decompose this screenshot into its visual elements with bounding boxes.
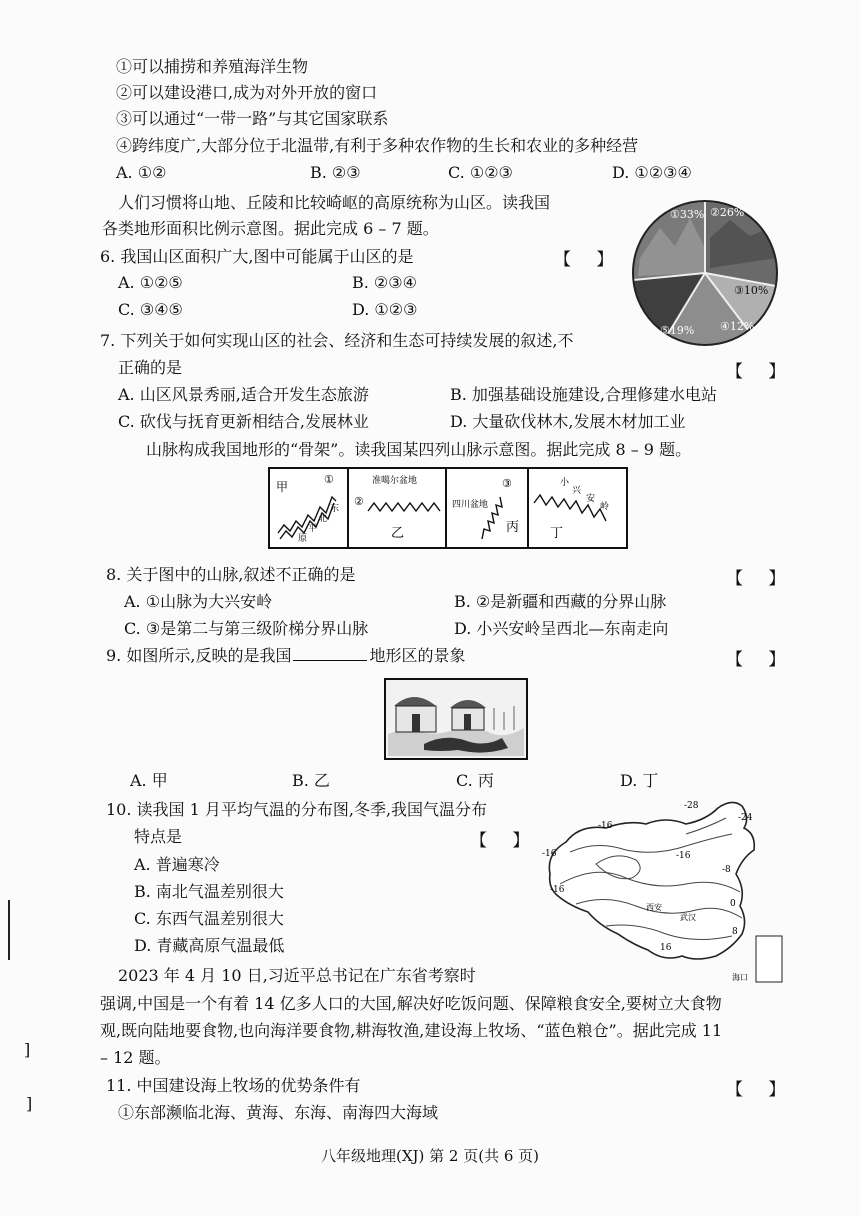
q5-item-4: ④跨纬度广,大部分位于北温带,有利于多种农作物的生长和农业的多种经营	[116, 136, 639, 155]
intro-6-7-line1: 人们习惯将山地、丘陵和比较崎岖的高原统称为山区。读我国	[118, 193, 551, 212]
q10-answer-bracket: 【 】	[470, 831, 540, 851]
range-4-letter: 丁	[550, 526, 564, 541]
range-3-basin-label: 四川盆地	[452, 500, 489, 510]
q8-stem: 8. 关于图中的山脉,叙述不正确的是	[106, 565, 356, 584]
isotherm-label-1: -28	[684, 801, 699, 811]
isotherm-label-3: -16	[598, 821, 613, 831]
grassland-yurt-illustration	[384, 678, 528, 760]
range-1-letter: 甲	[276, 480, 289, 494]
q11-stem: 11. 中国建设海上牧场的优势条件有	[106, 1076, 361, 1095]
range-3-letter: 丙	[506, 520, 520, 535]
range-1-word-2: 北	[318, 514, 328, 524]
q7-answer-bracket: 【 】	[726, 362, 796, 382]
q5-option-d: D. ①②③④	[612, 163, 692, 182]
page-footer: 八年级地理(XJ) 第 2 页(共 6 页)	[320, 1147, 540, 1165]
edge-mark-1: ]	[24, 1040, 31, 1059]
pie-label-1: ①33%	[670, 208, 705, 221]
q11-item-1: ①东部濒临北海、黄海、东海、南海四大海域	[118, 1103, 439, 1122]
q5-item-3: ③可以通过“一带一路”与其它国家联系	[116, 109, 389, 128]
pie-label-2: ②26%	[710, 206, 745, 219]
q6-answer-bracket: 【 】	[554, 250, 624, 270]
intro-11-12-line2: 强调,中国是一个有着 14 亿多人口的大国,解决好吃饭问题、保障粮食安全,要树立大食物	[100, 994, 722, 1013]
isotherm-label-10: 16	[660, 943, 672, 953]
range-1-number: ①	[324, 473, 334, 486]
q9-option-c: C. 丙	[456, 771, 494, 790]
q8-option-c: C. ③是第二与第三级阶梯分界山脉	[124, 619, 369, 638]
q9-stem	[106, 645, 465, 667]
city-label-3: 海口	[732, 973, 748, 982]
isotherm-label-7: -8	[722, 865, 731, 875]
isotherm-label-5: -16	[550, 885, 565, 895]
scan-edge-line	[8, 900, 10, 960]
pie-label-4: ④12%	[720, 320, 755, 333]
range-2-basin-label: 准噶尔盆地	[372, 476, 418, 486]
isotherm-label-8: 0	[730, 899, 736, 909]
q11-answer-bracket: 【 】	[726, 1080, 796, 1100]
q7-option-b: B. 加强基础设施建设,合理修建水电站	[450, 385, 718, 404]
q7-stem-line1: 7. 下列关于如何实现山区的社会、经济和生态可持续发展的叙述,不	[100, 331, 574, 350]
q10-option-d: D. 青藏高原气温最低	[134, 936, 285, 955]
q6-option-b: B. ②③④	[352, 273, 417, 292]
isotherm-label-6: -16	[676, 851, 691, 861]
range-2-number: ②	[354, 495, 364, 508]
range-4-char-3: 安	[586, 494, 596, 504]
q9-option-d: D. 丁	[620, 771, 659, 790]
q9-answer-bracket: 【 】	[726, 650, 796, 670]
q8-option-b: B. ②是新疆和西藏的分界山脉	[454, 592, 667, 611]
q5-option-a: A. ①②	[116, 163, 167, 182]
range-4-char-2: 兴	[572, 486, 582, 496]
q5-option-b: B. ②③	[310, 163, 361, 182]
q5-item-2: ②可以建设港口,成为对外开放的窗口	[116, 83, 378, 102]
q6-option-a: A. ①②⑤	[118, 273, 183, 292]
q7-option-d: D. 大量砍伐林木,发展木材加工业	[450, 412, 686, 431]
range-1-word-1: 东	[330, 504, 340, 514]
q10-option-c: C. 东西气温差别很大	[134, 909, 284, 928]
q10-option-a: A. 普遍寒冷	[134, 855, 220, 874]
edge-mark-2: ]	[26, 1094, 33, 1113]
intro-8-9: 山脉构成我国地形的“骨架”。读我国某四列山脉示意图。据此完成 8 – 9 题。	[146, 440, 692, 459]
range-2-letter: 乙	[391, 526, 405, 541]
range-1-word-3: 平	[308, 524, 318, 534]
intro-6-7-line2: 各类地形面积比例示意图。据此完成 6 – 7 题。	[102, 219, 439, 238]
q9-stem-part-b: 地形区的景象	[369, 646, 466, 665]
pie-label-5: ⑤19%	[660, 324, 695, 337]
q7-option-a: A. 山区风景秀丽,适合开发生态旅游	[118, 385, 369, 404]
south-sea-inset	[756, 936, 782, 982]
city-label-2: 武汉	[680, 913, 696, 922]
q9-option-b: B. 乙	[292, 771, 330, 790]
city-label-1: 西安	[646, 903, 662, 912]
q6-option-d: D. ①②③	[352, 300, 418, 319]
isotherm-label-4: -16	[542, 849, 557, 859]
range-4-char-1: 小	[560, 478, 570, 488]
q6-stem: 6. 我国山区面积广大,图中可能属于山区的是	[100, 247, 414, 266]
q9-blank	[293, 646, 367, 661]
q9-option-a: A. 甲	[130, 771, 168, 790]
q10-stem-line1: 10. 读我国 1 月平均气温的分布图,冬季,我国气温分布	[106, 800, 488, 819]
range-1-word-4: 原	[298, 534, 308, 544]
intro-11-12-line1: 2023 年 4 月 10 日,习近平总书记在广东省考察时	[118, 966, 476, 985]
q7-stem-line2: 正确的是	[118, 358, 183, 377]
isotherm-label-9: 8	[732, 927, 738, 937]
q10-option-b: B. 南北气温差别很大	[134, 882, 284, 901]
yurt-left	[394, 697, 436, 732]
q8-option-d: D. 小兴安岭呈西北—东南走向	[454, 619, 669, 638]
january-isotherm-map	[536, 794, 790, 990]
mountain-ranges-figure	[268, 467, 628, 549]
intro-11-12-line3: 观,既向陆地要食物,也向海洋要食物,耕海牧渔,建设海上牧场、“蓝色粮仓”。据此完成 11	[100, 1021, 723, 1040]
intro-11-12-line4: – 12 题。	[100, 1048, 171, 1067]
q7-option-c: C. 砍伐与抚育更新相结合,发展林业	[118, 412, 369, 431]
q9-stem-part-a: 9. 如图所示,反映的是我国	[106, 646, 292, 665]
q5-item-1: ①可以捕捞和养殖海洋生物	[116, 57, 309, 76]
range-4-char-4: 岭	[600, 502, 610, 512]
q5-option-c: C. ①②③	[448, 163, 513, 182]
china-outline	[549, 802, 754, 959]
range-3-number: ③	[502, 477, 512, 490]
terrain-area-pie-chart	[630, 198, 780, 348]
q6-option-c: C. ③④⑤	[118, 300, 183, 319]
yurt-right	[450, 700, 486, 730]
q8-answer-bracket: 【 】	[726, 569, 796, 589]
q8-option-a: A. ①山脉为大兴安岭	[124, 592, 273, 611]
isotherm-label-2: -24	[738, 813, 753, 823]
q10-stem-line2: 特点是	[134, 827, 183, 846]
pie-label-3: ③10%	[734, 284, 769, 297]
